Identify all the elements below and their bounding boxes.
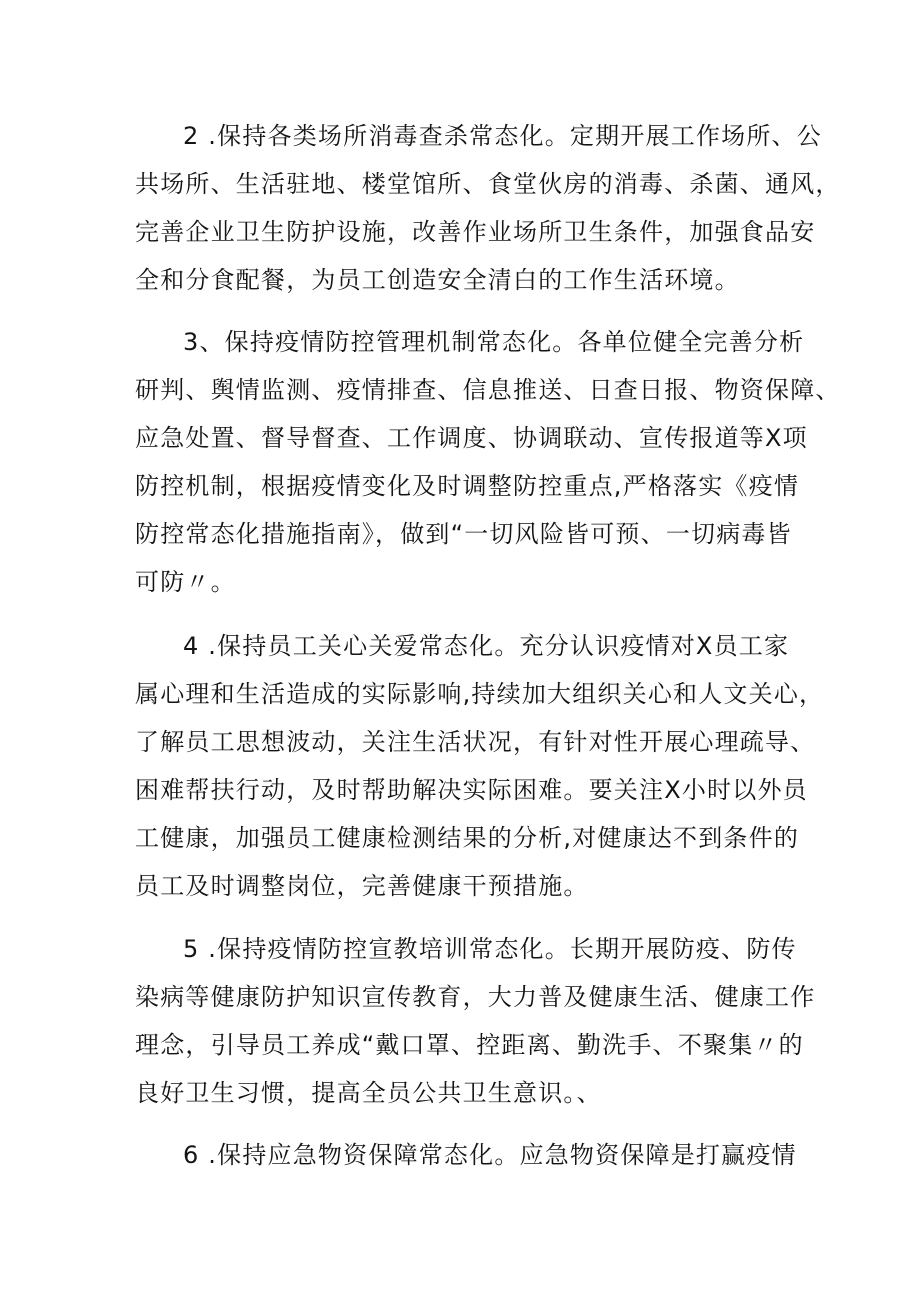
text-line: 完善企业卫生防护设施，改善作业场所卫生条件，加强食品安: [135, 218, 816, 246]
text-line: 困难帮扶行动，及时帮助解决实际困难。要关注X小时以外员: [135, 776, 808, 804]
text-line: 工健康，加强员工健康检测结果的分析,对健康达不到条件的: [135, 824, 800, 852]
text-line: 研判、舆情监测、疫情排查、信息推送、日查日报、物资保障、: [135, 376, 841, 404]
text-line: 理念，引导员工养成“戴口罩、控距离、勤洗手、不聚集〃的: [135, 1031, 804, 1059]
text-line: 防控常态化措施指南》，做到“一切风险皆可预、一切病毒皆: [135, 520, 792, 548]
text-line: 应急处置、督导督查、工作调度、协调联动、宣传报道等X项: [135, 424, 808, 452]
text-line: 良好卫生习惯，提高全员公共卫生意识。、: [135, 1079, 602, 1107]
paragraph-item-3: [135, 318, 841, 606]
paragraph-item-6: [135, 1131, 800, 1179]
text-line: 属心理和生活造成的实际影响,持续加大组织关心和人文关心，: [135, 680, 825, 708]
text-line: 可防〃。: [135, 568, 236, 596]
text-line: 2 .保持各类场所消毒查杀常态化。定期开展工作场所、公: [183, 122, 822, 150]
text-line: 5 .保持疫情防控宣教培训常态化。长期开展防疫、防传: [183, 935, 797, 963]
text-line: 了解员工思想波动，关注生活状况，有针对性开展心理疏导、: [135, 728, 816, 756]
text-line: 共场所、生活驻地、楼堂馆所、食堂伙房的消毒、杀菌、通风，: [135, 170, 841, 198]
text-line: 全和分食配餐，为员工创造安全清白的工作生活环境。: [135, 266, 740, 294]
paragraph-item-5: [135, 925, 816, 1117]
paragraph-item-4: [135, 622, 825, 910]
text-line: 6 .保持应急物资保障常态化。应急物资保障是打赢疫情: [183, 1141, 797, 1169]
text-line: 4 .保持员工关心关爱常态化。充分认识疫情对X员工家: [183, 632, 790, 660]
text-line: 防控机制，根据疫情变化及时调整防控重点,严格落实《疫情: [135, 472, 800, 500]
text-line: 染病等健康防护知识宣传教育，大力普及健康生活、健康工作: [135, 983, 816, 1011]
text-line: 员工及时调整岗位，完善健康干预措施。: [135, 872, 589, 900]
text-line: 3、保持疫情防控管理机制常态化。各单位健全完善分析: [183, 328, 805, 356]
paragraph-item-2: [135, 112, 841, 304]
